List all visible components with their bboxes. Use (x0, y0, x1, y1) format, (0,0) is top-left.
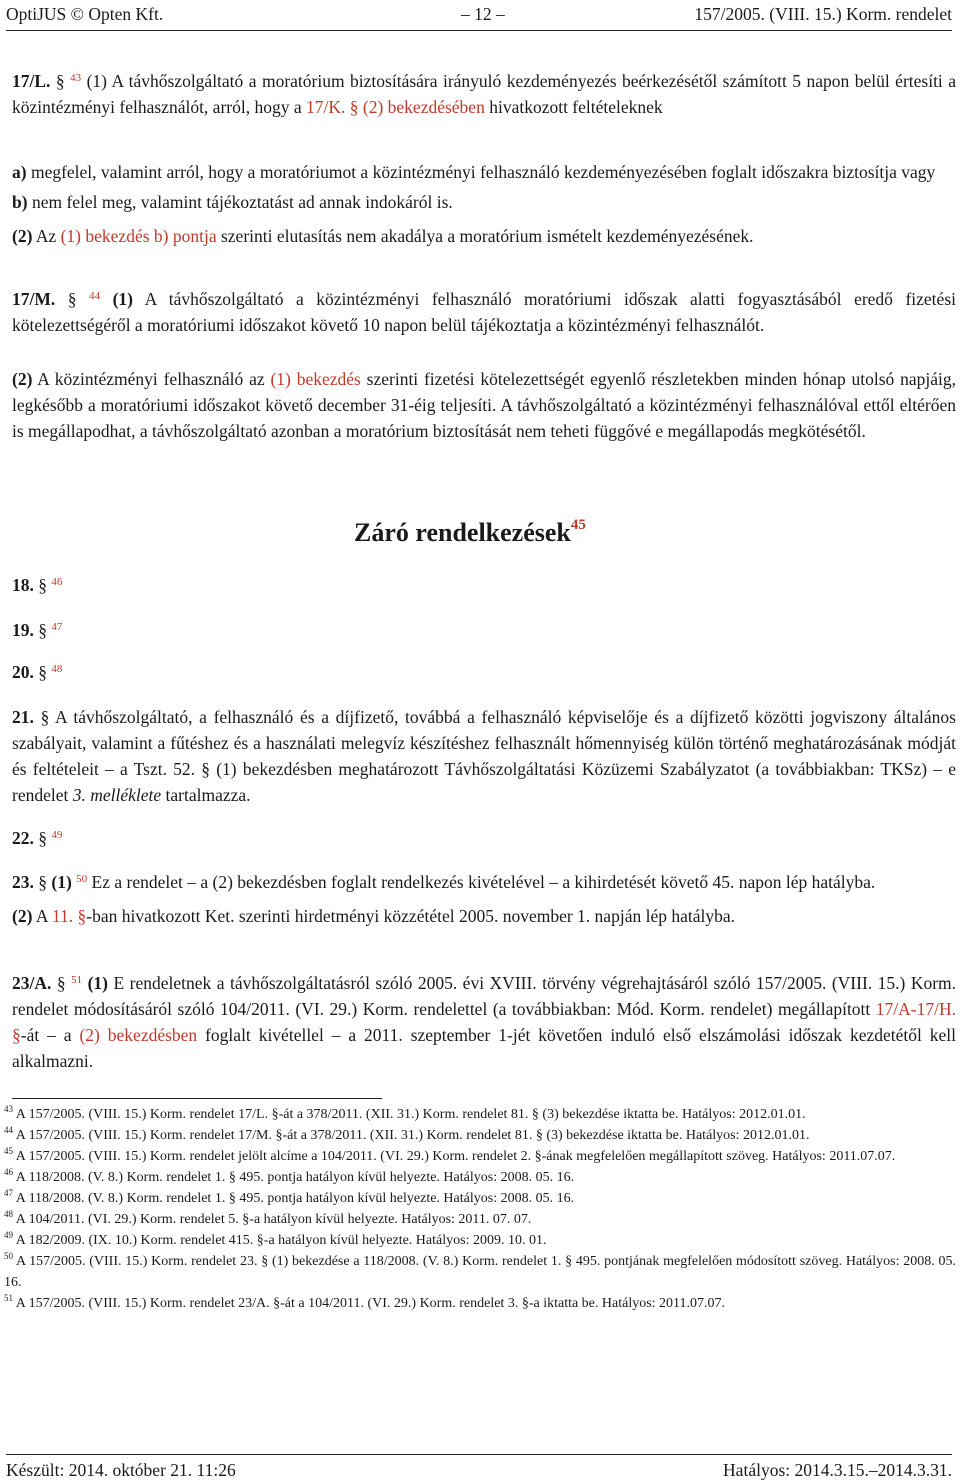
footnote-text: A 157/2005. (VIII. 15.) Korm. rendelet 17/L. §-át a 378/2011. (XII. 31.) Korm. rendelet 81. § (3) bekezdése iktatta be. Hatályos: 2012.01.01. (15, 1107, 806, 1122)
para-text: Az (35, 226, 57, 246)
cross-reference-link[interactable]: (2) bekezdésben (79, 1025, 198, 1045)
point-b (12, 189, 956, 215)
para-text: (1) A távhőszolgáltató a moratórium biztosítására irányuló kezdeményezés beérkezésétől számított 5 napon belül értesíti a közintézményi felhasználót, arról, hogy a (12, 71, 957, 117)
point-a (12, 159, 956, 185)
footnote-text: A 118/2008. (V. 8.) Korm. rendelet 1. § 495. pontja hatályon kívül helyezte. Hatályos: 2008. 05. 16. (15, 1191, 575, 1206)
section-number: 23. (12, 872, 34, 892)
footnote-number: 47 (4, 1188, 13, 1198)
footnote-item (4, 1188, 956, 1209)
section-number: 17/L. (12, 71, 51, 91)
footnote-item (4, 1167, 956, 1188)
section-21 (12, 704, 956, 808)
section-number: 19. (12, 620, 34, 640)
section-18 (12, 572, 956, 598)
section-title (354, 518, 586, 548)
footnote-text: A 157/2005. (VIII. 15.) Korm. rendelet 17/M. §-át a 378/2011. (XII. 31.) Korm. rendelet 81. § (3) bekezdése iktatta be. Hatályos: 2012.01.01. (15, 1128, 810, 1143)
section-17L-para2 (12, 223, 956, 249)
para-label: (1) (87, 973, 108, 993)
footnote-item (4, 1293, 956, 1314)
section-number: 17/M. (12, 289, 56, 309)
footnote-number: 48 (4, 1209, 13, 1219)
para-text: A közintézményi felhasználó az (37, 369, 265, 389)
footnote-ref-43[interactable]: 43 (70, 72, 82, 84)
section-title-text: Záró rendelkezések (354, 518, 571, 547)
para-text: szerinti elutasítás nem akadálya a moratórium ismételt kezdeményezésének. (220, 226, 754, 246)
section-23-para1 (12, 869, 956, 895)
section-sign: § (38, 828, 47, 848)
annex-reference: 3. melléklete (72, 785, 162, 805)
section-21-text (12, 704, 956, 808)
footnote-number: 51 (4, 1293, 13, 1303)
section-20 (12, 659, 956, 685)
footnote-number: 44 (4, 1125, 13, 1135)
para-text: Ez a rendelet – a (2) bekezdésben foglalt rendelkezés kivételével – a kihirdetését követő 45. napon lép hatályba. (91, 872, 876, 892)
footnote-ref-45[interactable]: 45 (570, 517, 586, 533)
section-17M-para1 (12, 286, 956, 338)
section-number: 23/A. (12, 973, 52, 993)
footnote-ref-50[interactable]: 50 (76, 873, 88, 885)
header-page-number: – 12 – (461, 4, 505, 24)
para-label: (1) (51, 872, 72, 892)
cross-reference-link[interactable]: 11. § (51, 906, 87, 926)
footnote-ref-48[interactable]: 48 (51, 663, 63, 675)
para-label: (1) (112, 289, 134, 309)
section-17M (12, 286, 956, 444)
section-17L-points (12, 159, 956, 249)
footnote-item (4, 1146, 956, 1167)
section-23-para2 (12, 903, 956, 929)
page-header (6, 4, 952, 28)
footnote-ref-49[interactable]: 49 (51, 829, 63, 841)
footnote-ref-44[interactable]: 44 (89, 290, 101, 302)
footnote-number: 49 (4, 1230, 13, 1240)
para-text: E rendeletnek a távhőszolgáltatásról szóló 2005. évi XVIII. törvény végrehajtásáról szóló 157/2005. (VIII. 15.) Korm. rendelet módosításáról szóló 104/2011. (VI. 29.) Korm. rendelettel (a továbbiakban: Mód. Korm. rendelet) megállapított (12, 973, 957, 1019)
section-sign: § (38, 620, 47, 640)
section-sign: § (38, 575, 47, 595)
section-19 (12, 617, 956, 643)
para-text: szerinti fizetési kötelezettségét egyenlő részletekben minden hónap utolsó napjáig, legkésőbb a moratóriumi időszakot követő december 31-éig teljesíti. A távhőszolgáltató a közintézményi felhasználóval ettől eltérően is megállapodhat, a távhőszolgáltató azonban a moratórium biztosítását nem teheti függővé e megállapodás megkötésétől. (12, 369, 956, 441)
section-number: 22. (12, 828, 34, 848)
footnote-rule (12, 1098, 382, 1099)
footnote-number: 50 (4, 1251, 13, 1261)
footnote-text: A 118/2008. (V. 8.) Korm. rendelet 1. § 495. pontja hatályon kívül helyezte. Hatályos: 2008. 05. 16. (15, 1170, 575, 1185)
section-sign: § (56, 973, 66, 993)
para-text: hivatkozott feltételeknek (489, 97, 663, 117)
header-publisher: OptiJUS © Opten Kft. (6, 4, 164, 24)
section-sign: § (40, 707, 50, 727)
footnote-item (4, 1104, 956, 1125)
section-sign: § (38, 662, 47, 682)
para-label: (2) (12, 906, 33, 926)
para-text: tartalmazza. (165, 785, 251, 805)
footnote-number: 46 (4, 1167, 13, 1177)
footer-rule (6, 1454, 952, 1455)
cross-reference-link[interactable]: 17/A-17/H. § (12, 999, 956, 1045)
point-label: a) (12, 162, 27, 182)
point-label: b) (12, 192, 28, 212)
para-label: (2) (12, 226, 33, 246)
footnote-ref-47[interactable]: 47 (51, 621, 63, 633)
section-sign: § (38, 872, 47, 892)
cross-reference-link[interactable]: 17/K. § (2) bekezdésében (306, 97, 485, 117)
para-text: A távhőszolgáltató a közintézményi felhasználó moratóriumi időszak alatti fogyasztásából eredő fizetési kötelezettségéről a moratóriumi időszakot követő 10 napon belül tájékoztatja a közintézményi felhasználót. (12, 289, 956, 335)
para-text: -át – a (20, 1025, 72, 1045)
footnote-text: A 157/2005. (VIII. 15.) Korm. rendelet 23/A. §-át a 104/2011. (VI. 29.) Korm. rendelet 3. §-a iktatta be. Hatályos: 2011.07.07. (15, 1296, 726, 1311)
para-label: (2) (12, 369, 33, 389)
footnote-text: A 104/2011. (VI. 29.) Korm. rendelet 5. §-a hatályon kívül helyezte. Hatályos: 2011. 07. 07. (15, 1212, 532, 1227)
section-sign: § (67, 289, 77, 309)
section-number: 18. (12, 575, 34, 595)
footnote-number: 45 (4, 1146, 13, 1156)
cross-reference-link[interactable]: (1) bekezdés b) pontja (60, 226, 217, 246)
para-text: A távhőszolgáltató, a felhasználó és a díjfizető, továbbá a felhasználó képviselője és a díjfizető közötti jogviszony általános szabályait, valamint a fűtéshez és a használati melegvíz készítéshez felhasznált hőmennyiség külön történő meghatározásának módját és feltételeit – a Tszt. 52. § (1) bekezdésben meghatározott Távhőszolgáltatási Közüzemi Szabályzatot (a továbbiakban: TKSz) – e rendelet (12, 707, 956, 805)
section-17M-para2 (12, 366, 956, 444)
point-text: megfelel, valamint arról, hogy a moratóriumot a közintézményi felhasználó kezdeményezésében foglalt időszakra biztosítja vagy (30, 162, 936, 182)
section-17L (12, 68, 956, 120)
footnotes (4, 1104, 956, 1314)
footnote-item (4, 1209, 956, 1230)
footnote-item (4, 1251, 956, 1293)
header-rule (6, 30, 952, 31)
section-number: 20. (12, 662, 34, 682)
footnote-text: A 157/2005. (VIII. 15.) Korm. rendelet jelölt alcíme a 104/2011. (VI. 29.) Korm. rendelet 2. §-ának megfelelően megállapított szöveg. Hatályos: 2011.07.07. (15, 1149, 896, 1164)
footnote-ref-46[interactable]: 46 (51, 576, 63, 588)
footnote-text: A 182/2009. (IX. 10.) Korm. rendelet 415. §-a hatályon kívül helyezte. Hatályos: 2009. 10. 01. (15, 1233, 547, 1248)
section-number: 21. (12, 707, 34, 727)
section-23A (12, 970, 956, 1074)
point-text: nem felel meg, valamint tájékoztatást ad annak indokáról is. (31, 192, 453, 212)
para-text: A (35, 906, 48, 926)
footnote-item (4, 1125, 956, 1146)
cross-reference-link[interactable]: (1) bekezdés (270, 369, 361, 389)
para-text: foglalt kivétellel – a 2011. szeptember 1-jét követően induló első elszámolási időszak kezdetétől kell alkalmazni. (12, 1025, 957, 1071)
footnote-text: A 157/2005. (VIII. 15.) Korm. rendelet 23. § (1) bekezdése a 118/2008. (V. 8.) Korm. rendelet 1. § 495. pontjának megfelelően módosított szöveg. Hatályos: 2008. 05. 16. (4, 1254, 957, 1290)
footnote-item (4, 1230, 956, 1251)
section-22 (12, 825, 956, 851)
footer-created: Készült: 2014. október 21. 11:26 (6, 1460, 236, 1480)
header-document-title: 157/2005. (VIII. 15.) Korm. rendelet (694, 4, 952, 24)
para-text: -ban hivatkozott Ket. szerinti hirdetményi közzététel 2005. november 1. napján lép hatályba. (86, 906, 735, 926)
section-23A-para1 (12, 970, 956, 1074)
section-23 (12, 869, 956, 929)
section-sign: § (55, 71, 65, 91)
footnote-number: 43 (4, 1104, 13, 1114)
footer-effective: Hatályos: 2014.3.15.–2014.3.31. (723, 1460, 952, 1480)
section-17L-para1 (12, 68, 956, 120)
footnote-ref-51[interactable]: 51 (71, 974, 83, 986)
